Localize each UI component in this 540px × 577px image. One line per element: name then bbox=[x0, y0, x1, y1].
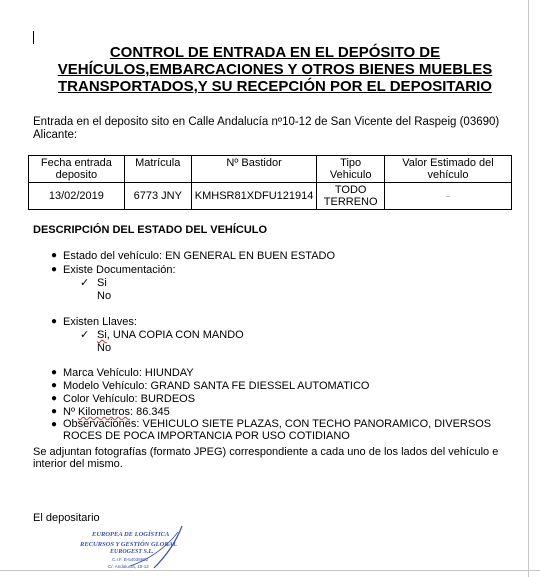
stamp-line-5: C/. Andalucía, 10-12 bbox=[108, 564, 149, 569]
title-line-2: VEHÍCULOS,EMBARCACIONES Y OTROS BIENES MUEBLES bbox=[57, 61, 493, 78]
table-header-row bbox=[29, 156, 512, 183]
title-line-3: TRANSPORTADOS,Y SU RECEPCIÓN POR EL DEPOSITARIO bbox=[58, 78, 492, 95]
header-matricula: Matrícula bbox=[124, 156, 191, 183]
cell-valor bbox=[384, 183, 511, 210]
cell-bastidor: KMHSR81XDFU121914 bbox=[191, 183, 317, 210]
checkmark-icon: ✓ bbox=[80, 277, 90, 289]
intro-line-2: Alicante: bbox=[33, 129, 78, 141]
doc-si-item: Si bbox=[97, 277, 107, 289]
bullet-icon: ● bbox=[51, 419, 58, 430]
llaves-item: Existen Llaves: bbox=[63, 316, 137, 328]
document-title bbox=[40, 44, 510, 95]
bullet-icon: ● bbox=[51, 406, 58, 417]
vehicle-table bbox=[28, 155, 512, 210]
doc-no-item: No bbox=[97, 290, 112, 302]
km-value: : 86.345 bbox=[130, 406, 170, 418]
km-word: Kilometros bbox=[78, 406, 130, 418]
text-cursor bbox=[33, 31, 34, 44]
bullet-icon: ● bbox=[51, 264, 58, 275]
documentacion-item: Existe Documentación: bbox=[63, 264, 176, 276]
bullet-icon: ● bbox=[51, 316, 58, 327]
company-stamp bbox=[70, 520, 195, 572]
signer-label: El depositario bbox=[33, 512, 100, 524]
header-bastidor: Nº Bastidor bbox=[191, 156, 317, 183]
stamp-line-2: RECURSOS Y GESTIÓN GLOBAL bbox=[80, 541, 177, 548]
estado-item: Estado del vehículo: EN GENERAL EN BUEN ESTADO bbox=[63, 250, 336, 262]
intro-paragraph bbox=[33, 116, 511, 142]
observaciones-item: Observaciones: VEHICULO SIETE PLAZAS, CON TECHO PANORAMICO, DIVERSOS ROCES DE POCA IMPORTANCIA POR USO COTIDIANO bbox=[63, 418, 492, 442]
title-line-1: CONTROL DE ENTRADA EN EL DEPÓSITO DE bbox=[109, 44, 441, 61]
cell-fecha: 13/02/2019 bbox=[29, 183, 125, 210]
bullet-icon: ● bbox=[51, 367, 58, 378]
header-fecha: Fecha entrada deposito bbox=[29, 156, 125, 183]
color-item: Color Vehículo: BURDEOS bbox=[63, 393, 196, 405]
bullet-icon: ● bbox=[51, 393, 58, 404]
modelo-item: Modelo Vehículo: GRAND SANTA FE DIESSEL AUTOMATICO bbox=[63, 380, 370, 392]
table-row bbox=[29, 183, 512, 210]
header-valor: Valor Estimado del vehículo bbox=[384, 156, 511, 183]
stamp-line-3: EUROGEST S.L. bbox=[110, 549, 154, 555]
checkmark-icon: ✓ bbox=[80, 329, 90, 341]
bullet-icon: ● bbox=[51, 250, 58, 261]
cell-matricula: 6773 JNY bbox=[124, 183, 191, 210]
kilometros-item bbox=[63, 406, 170, 418]
km-prefix: Nº bbox=[63, 406, 79, 418]
llaves-si-detail: , UNA COPIA CON MANDO bbox=[106, 329, 244, 341]
bullet-icon: ● bbox=[51, 380, 58, 391]
empty-value-mark bbox=[446, 196, 450, 197]
header-tipo: Tipo Vehiculo bbox=[317, 156, 385, 183]
intro-line-1: Entrada en el deposito sito en Calle Andalucía nº10-12 de San Vicente del Raspeig (03690) bbox=[33, 116, 500, 128]
stamp-line-1: EUROPEA DE LOGÍSTICA bbox=[92, 531, 170, 538]
stamp-line-4: C.I.F. B-54038602 bbox=[112, 557, 149, 562]
section-heading: DESCRIPCIÓN DEL ESTADO DEL VEHÍCULO bbox=[33, 224, 268, 236]
page-border-right bbox=[528, 0, 529, 577]
llaves-si-word: Si bbox=[97, 329, 107, 341]
marca-item: Marca Vehículo: HIUNDAY bbox=[63, 367, 194, 379]
photos-paragraph: Se adjuntan fotografías (formato JPEG) correspondiente a cada uno de los lados del vehículo e interior del mismo. bbox=[33, 446, 499, 470]
llaves-no-item: No bbox=[97, 342, 112, 354]
llaves-si-item bbox=[97, 329, 244, 341]
cell-tipo: TODO TERRENO bbox=[317, 183, 385, 210]
